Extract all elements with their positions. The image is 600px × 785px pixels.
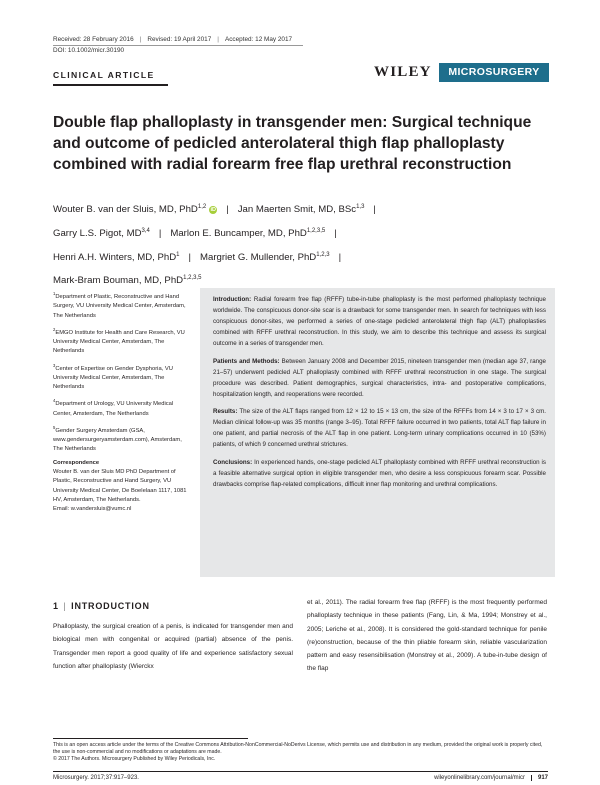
- license-text: This is an open access article under the terms of the Creative Commons Attribution-NonCommercial-NoDerivs License, which permits use and distribution in any medium, provided the original work is properly cited, the use is non-commercial and no modifications or adaptations are made.: [53, 742, 543, 756]
- orcid-icon[interactable]: iD: [210, 207, 216, 214]
- correspondence-email[interactable]: Email: w.vandersluis@vumc.nl: [53, 506, 132, 513]
- author-name[interactable]: Marlon E. Buncamper, MD, PhD$^{1,2,3,5}$: [170, 227, 326, 239]
- date-separator: |: [139, 36, 142, 43]
- journal-url[interactable]: wileyonlinelibrary.com/journal/micr: [434, 775, 525, 781]
- affiliation: $^5$Gender Surgery Amsterdam (GSA, www.gendersurgeryamsterdam.com), Amsterdam, The Netherlands: [53, 424, 182, 453]
- author-list: Wouter B. van der Sluis, MD, PhD$^{1,2}$iD | Jan Maerten Smit, MD, BSc$^{1,3}$ | Garry L.S. Pigot, MD$^{3,4}$ | Marlon E. Buncamper, MD, PhD$^{1,2,3,5}$ | Henri A.H. Winters, MD, PhD$^1$ | Margriet G. Mullender, PhD$^{1,2,3}$ | Mark-Bram Bouman, MD, PhD$^{1,2,3,5}$: [53, 204, 376, 287]
- abstract-conclusions: Conclusions: In experienced hands, one-stage pedicled ALT phalloplasty combined with RFFF urethral reconstruction is a feasible alternative surgical option in eligible transgender men, who desire a less conspicuous forearm scar. Possible drawbacks comprise flap-related complications, difficult inner flap monitoring and urethral complications.: [213, 458, 546, 488]
- abstract-results: Results: The size of the ALT flaps ranged from 12 × 12 to 15 × 13 cm, the size of the RFFFs from 14 × 3 to 17 × 3 cm. Median clinical follow-up was 35 months (range 3–95). Total RFFF failure occurred in two patients, total ALT flap failure in one patient, and partial necrosis of the ALT flap in one patient. Long-term urinary complications occurred in 10 (53%) patients, of which 9 concerned urethral strictures.: [213, 408, 547, 448]
- correspondence-heading: Correspondence: [53, 459, 100, 466]
- category-underline: [53, 84, 168, 86]
- author-name[interactable]: Henri A.H. Winters, MD, PhD$^1$: [53, 251, 180, 263]
- author-name[interactable]: Mark-Bram Bouman, MD, PhD$^{1,2,3,5}$: [53, 275, 202, 287]
- article-dates: [53, 36, 292, 43]
- abstract-introduction: Introduction: Radial forearm free flap (RFFF) tube-in-tube phalloplasty is the most performed phalloplasty technique worldwide. The conspicuous donor-site scar is a drawback for some transgender men. In search for techniques with less conspicuous donor-sites, we performed a series of one-stage pedicled anterolateral thigh flap (ALT) phalloplasties combined with RFFF urethral reconstruction. In this study, we aim to describe this technique and assess its surgical outcome in a series of transgender men.: [213, 296, 546, 347]
- accepted-date: Accepted: 12 May 2017: [224, 36, 293, 43]
- footnote-divider: [53, 738, 248, 739]
- article-category: CLINICAL ARTICLE: [53, 70, 155, 80]
- abstract-methods: Patients and Methods: Between January 2008 and December 2015, nineteen transgender men (median age 37, range 21–57) underwent pedicled ALT phalloplasty combined with RFFF urethral reconstruction in one stage. The surgical procedure was described. Patient demographics, surgical characteristics, intra- and postoperative complications, hospitalization length, and reoperations were recorded.: [213, 357, 546, 398]
- body-text-left: Phalloplasty, the surgical creation of a penis, is indicated for transgender men and biological men with congenital or acquired (partial) absence of the penis. Transgender men report a good quality of life and experience satisfactory sexual function after phalloplasty (Wierckx: [53, 623, 293, 670]
- received-date: Received: 28 February 2016: [53, 36, 134, 43]
- author-name[interactable]: Garry L.S. Pigot, MD$^{3,4}$: [53, 227, 150, 239]
- affiliation: $^2$EMGO Institute for Health and Care Research, VU University Medical Center, Amsterdam, The Netherlands: [53, 326, 185, 355]
- author-name[interactable]: Jan Maerten Smit, MD, BSc$^{1,3}$: [237, 204, 365, 216]
- section-title: INTRODUCTION: [71, 601, 150, 611]
- journal-citation: Microsurgery. 2017;37:917–923.: [53, 775, 139, 781]
- author-name[interactable]: Margriet G. Mullender, PhD$^{1,2,3}$: [200, 251, 330, 263]
- body-text-right: et al., 2011). The radial forearm free flap (RFFF) is the most frequently performed phalloplasty technique in these patients (Fang, Lin, & Ma, 1994; Monstrey et al., 2005; Leriche et al., 2008). It is considered the gold-standard technique for penile (re)construction, because of the thin pliable forearm skin, reliable vascularization pattern and easy resensibilisation (Monstrey et al., 2009). A tube-in-tube design of the flap: [307, 599, 547, 673]
- affiliations: [53, 289, 188, 515]
- license-footnote: [53, 742, 548, 764]
- affiliation: $^3$Center of Expertise on Gender Dysphoria, VU University Medical Center, Amsterdam, The Netherlands: [53, 362, 173, 391]
- doi[interactable]: DOI: 10.1002/micr.30190: [53, 47, 125, 54]
- abstract-box: [200, 288, 555, 577]
- article-title: Double flap phalloplasty in transgender men: Surgical technique and outcome of pedicled anterolateral thigh flap phalloplasty combined with radial forearm free flap urethral reconstruction: [53, 114, 532, 173]
- revised-date: Revised: 19 April 2017: [147, 36, 212, 43]
- page-number: 917: [531, 775, 548, 781]
- header-divider: [53, 45, 303, 46]
- correspondence-address: Wouter B. van der Sluis MD PhD Department of Plastic, Reconstructive and Hand Surgery, VU University Medical Center, De Boelelaan 1117, 1081 HV, Amsterdam, The Netherlands.: [53, 469, 187, 503]
- footer-right: [434, 775, 548, 781]
- footer-divider: [53, 771, 548, 772]
- affiliation: $^4$Department of Urology, VU University Medical Center, Amsterdam, The Netherlands: [53, 398, 174, 417]
- journal-name: MICROSURGERY: [439, 63, 549, 82]
- affiliation: $^1$Department of Plastic, Reconstructive and Hand Surgery, VU University Medical Center, Amsterdam, The Netherlands: [53, 291, 186, 319]
- section-heading: 1 | INTRODUCTION: [53, 601, 150, 611]
- section-number: 1: [53, 601, 59, 611]
- date-separator: |: [217, 36, 219, 43]
- copyright-text: © 2017 The Authors. Microsurgery Published by Wiley Periodicals, Inc.: [53, 756, 216, 763]
- publisher-logo: WILEY: [374, 64, 432, 80]
- author-name[interactable]: Wouter B. van der Sluis, MD, PhD$^{1,2}$iD: [53, 204, 216, 216]
